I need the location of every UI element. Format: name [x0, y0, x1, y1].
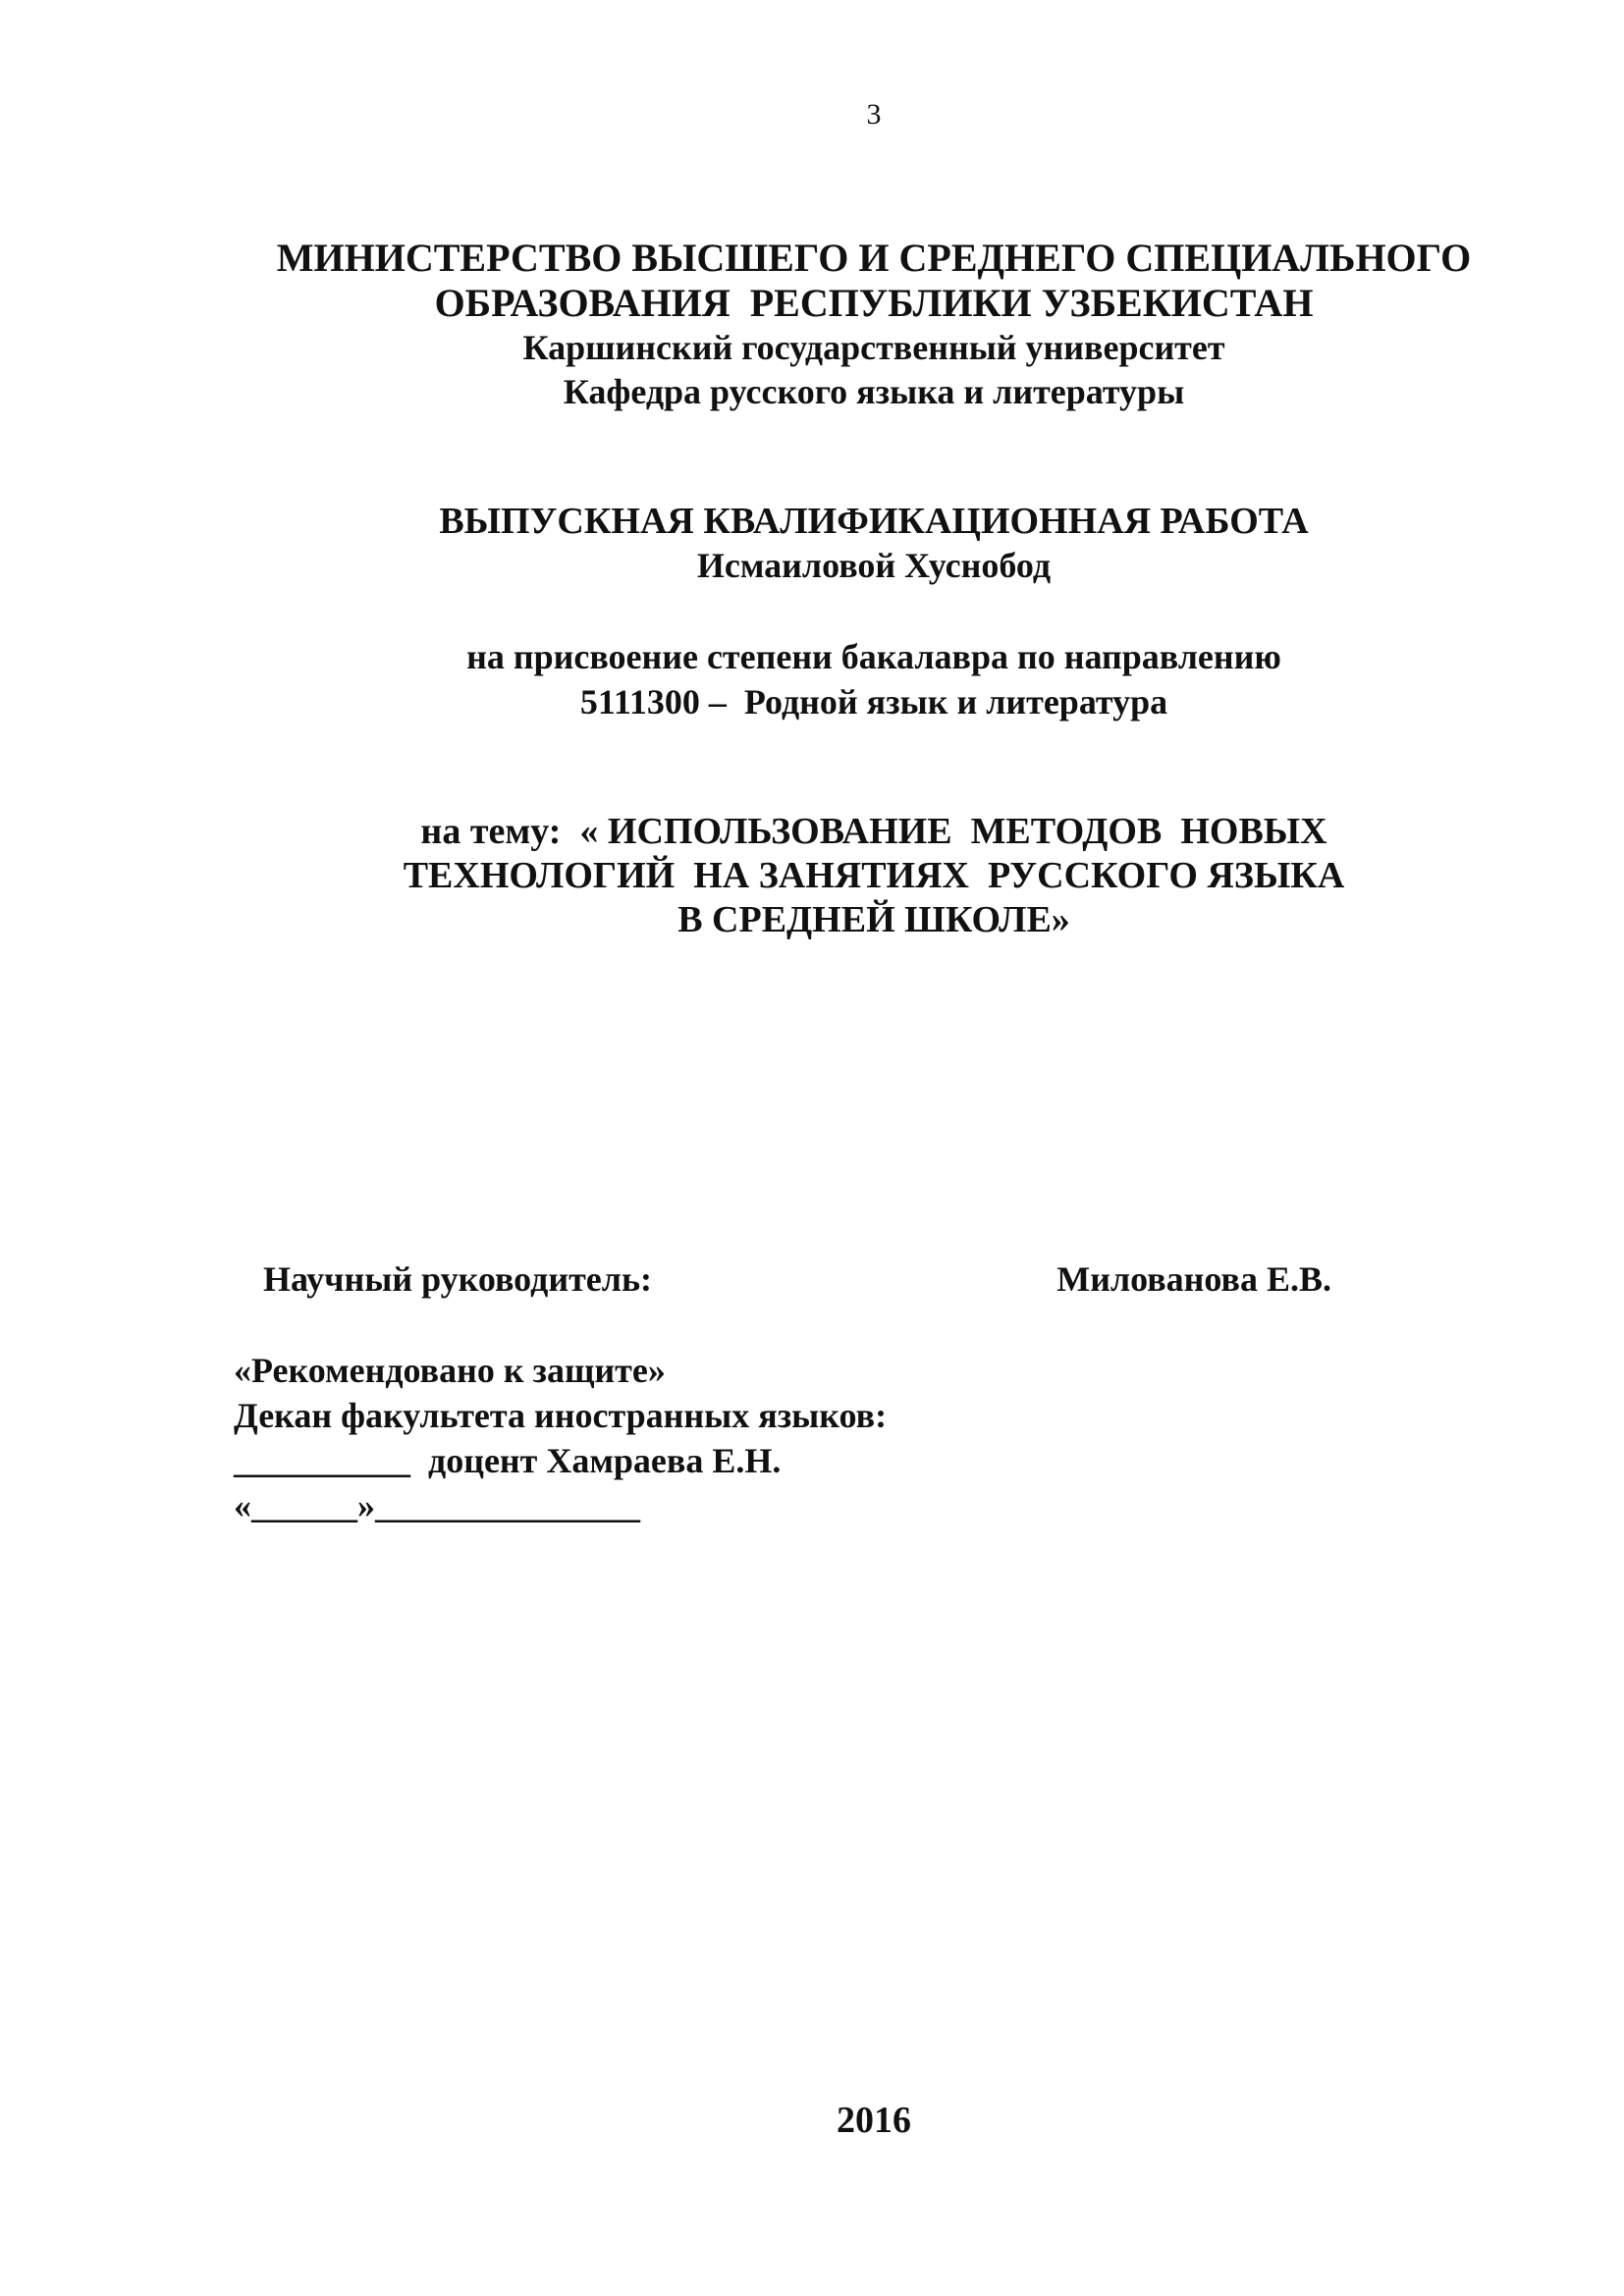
ministry-line-2: ОБРАЗОВАНИЯ РЕСПУБЛИКИ УЗБЕКИСТАН: [434, 281, 1314, 325]
date-line: «______»_______________: [234, 1486, 640, 1525]
supervisor-name: Милованова Е.В.: [1056, 1259, 1331, 1299]
theme-line-2: ТЕХНОЛОГИЙ НА ЗАНЯТИЯХ РУССКОГО ЯЗЫКА: [403, 855, 1345, 896]
university-name: Каршинский государственный университет: [522, 328, 1225, 367]
page-number: 3: [866, 98, 882, 131]
department-name: Кафедра русского языка и литературы: [563, 372, 1185, 411]
degree-line-2: 5111300 – Родной язык и литература: [579, 682, 1168, 721]
degree-line-1: на присвоение степени бакалавра по направлению: [466, 637, 1281, 676]
ministry-line-1: МИНИСТЕРСТВО ВЫСШЕГО И СРЕДНЕГО СПЕЦИАЛЬНОГО: [276, 236, 1472, 280]
degree-block: [0, 634, 1624, 724]
theme-line-1: на тему: « ИСПОЛЬЗОВАНИЕ МЕТОДОВ НОВЫХ: [420, 811, 1327, 852]
theme-block: [0, 810, 1624, 942]
dean-title: Декан факультета иностранных языков:: [234, 1396, 888, 1435]
work-author: Исмаиловой Хуснобод: [696, 546, 1052, 585]
ministry-header: [0, 236, 1624, 414]
recommended-line: «Рекомендовано к защите»: [234, 1351, 666, 1390]
work-block: [0, 500, 1624, 588]
dean-signature-line: __________ доцент Хамраева Е.Н.: [234, 1441, 782, 1480]
work-title: ВЫПУСКНАЯ КВАЛИФИКАЦИОННАЯ РАБОТА: [439, 501, 1309, 542]
defense-block: [234, 1348, 887, 1528]
supervisor-label: Научный руководитель:: [263, 1259, 652, 1299]
year: 2016: [837, 2100, 911, 2141]
theme-line-3: В СРЕДНЕЙ ШКОЛЕ»: [677, 899, 1070, 940]
